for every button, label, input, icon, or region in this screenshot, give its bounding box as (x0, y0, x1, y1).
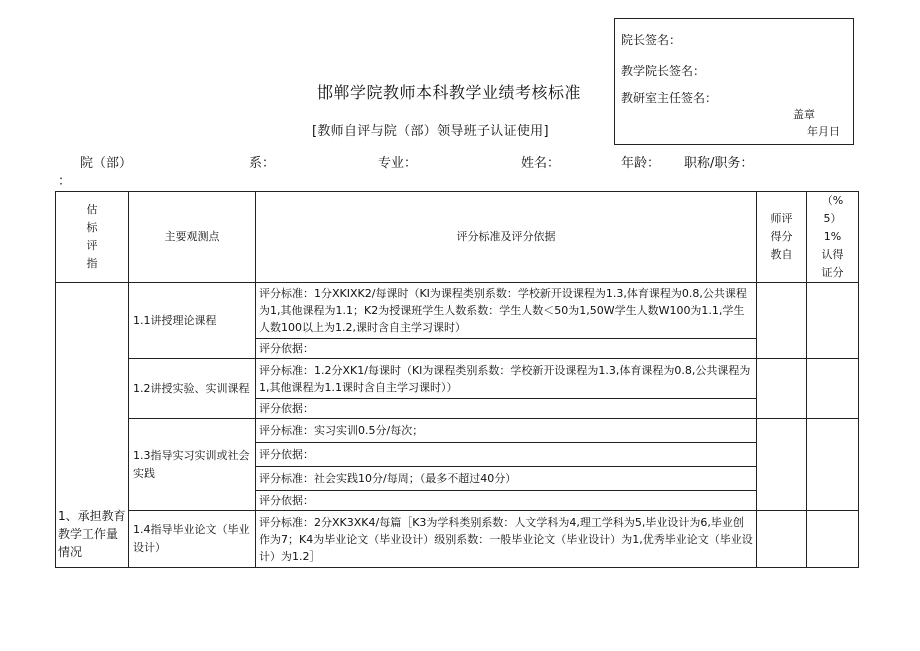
cert-score-cell[interactable] (807, 283, 859, 359)
signature-box (614, 18, 854, 145)
department-label: 院（部） (80, 156, 133, 171)
teaching-dean-signature-label: 教学院长签名： (621, 64, 706, 78)
table-row (56, 419, 859, 443)
scoring-basis: 评分依据： (256, 491, 757, 511)
unit-label: 系： (249, 156, 276, 171)
self-score-header: 师评得分教自 (757, 192, 807, 283)
scoring-standard: 评分标准：1.2分XK1/每课时（KI为课程类别系数：学校新开设课程为1.3,体育课程为0.8,公共课程为1,其他课程为1.1课时含自主学习课时）） (256, 359, 757, 399)
major-label: 专业： (378, 156, 418, 171)
table-header-row (56, 192, 859, 283)
self-score-cell[interactable] (757, 419, 807, 511)
cert-score-cell[interactable] (807, 511, 859, 568)
cert-score-cell[interactable] (807, 419, 859, 511)
category-label: 1、承担教育教学工作量情况 (56, 283, 129, 568)
department-colon: ： (58, 174, 72, 189)
page-title: 邯郸学院教师本科教学业绩考核标准 (317, 83, 582, 102)
assessment-table (55, 191, 859, 568)
observation-header: 主要观测点 (129, 192, 256, 283)
cert-score-header: （%5）1%认得证分 (807, 192, 859, 283)
scoring-basis: 评分依据： (256, 399, 757, 419)
scoring-standard: 评分标准：1分XKIXK2/每课时（KI为课程类别系数：学校新开设课程为1.3,体育课程为0.8,公共课程为1,其他课程为1.1；K2为授课班学生人数系数：学生人数＜50为1,50W学生人数W100为1.1,学生人数100以上为1.2,课时含自主学习课时） (256, 283, 757, 339)
observation-point: 1.2讲授实验、实训课程 (129, 359, 256, 419)
table-row (56, 359, 859, 399)
cert-score-cell[interactable] (807, 359, 859, 419)
scoring-standard: 评分标准：实习实训0.5分/每次； (256, 419, 757, 443)
date-label: 年月日 (807, 125, 840, 138)
seal-label: 盖章 (793, 108, 815, 121)
title-position-label: 职称/职务： (684, 156, 754, 171)
observation-point: 1.4指导毕业论文（毕业设计） (129, 511, 256, 568)
criteria-header: 评分标准及评分依据 (256, 192, 757, 283)
scoring-standard: 评分标准：2分XK3XK4/每篇［K3为学科类别系数：人文学科为4,理工学科为5,毕业设计为6,毕业创作为7；K4为毕业论文（毕业设计）级别系数：一般毕业论文（毕业设计）为1,优秀毕业论文（毕业设计）为1.2］ (256, 511, 757, 568)
self-score-cell[interactable] (757, 283, 807, 359)
self-score-cell[interactable] (757, 511, 807, 568)
name-label: 姓名： (521, 156, 561, 171)
dean-signature-label: 院长签名： (621, 33, 682, 47)
page-subtitle: [教师自评与院（部）领导班子认证使用] (312, 124, 549, 139)
table-row (56, 511, 859, 568)
scoring-standard: 评分标准：社会实践10分/每周；（最多不超过40分） (256, 467, 757, 491)
observation-point: 1.3指导实习实训或社会实践 (129, 419, 256, 511)
observation-point: 1.1讲授理论课程 (129, 283, 256, 359)
scoring-basis: 评分依据： (256, 443, 757, 467)
age-label: 年龄： (621, 156, 661, 171)
scoring-basis: 评分依据： (256, 339, 757, 359)
self-score-cell[interactable] (757, 359, 807, 419)
office-director-signature-label: 教研室主任签名： (621, 91, 718, 105)
table-row (56, 283, 859, 339)
indicator-header: 估标评指 (56, 192, 129, 283)
